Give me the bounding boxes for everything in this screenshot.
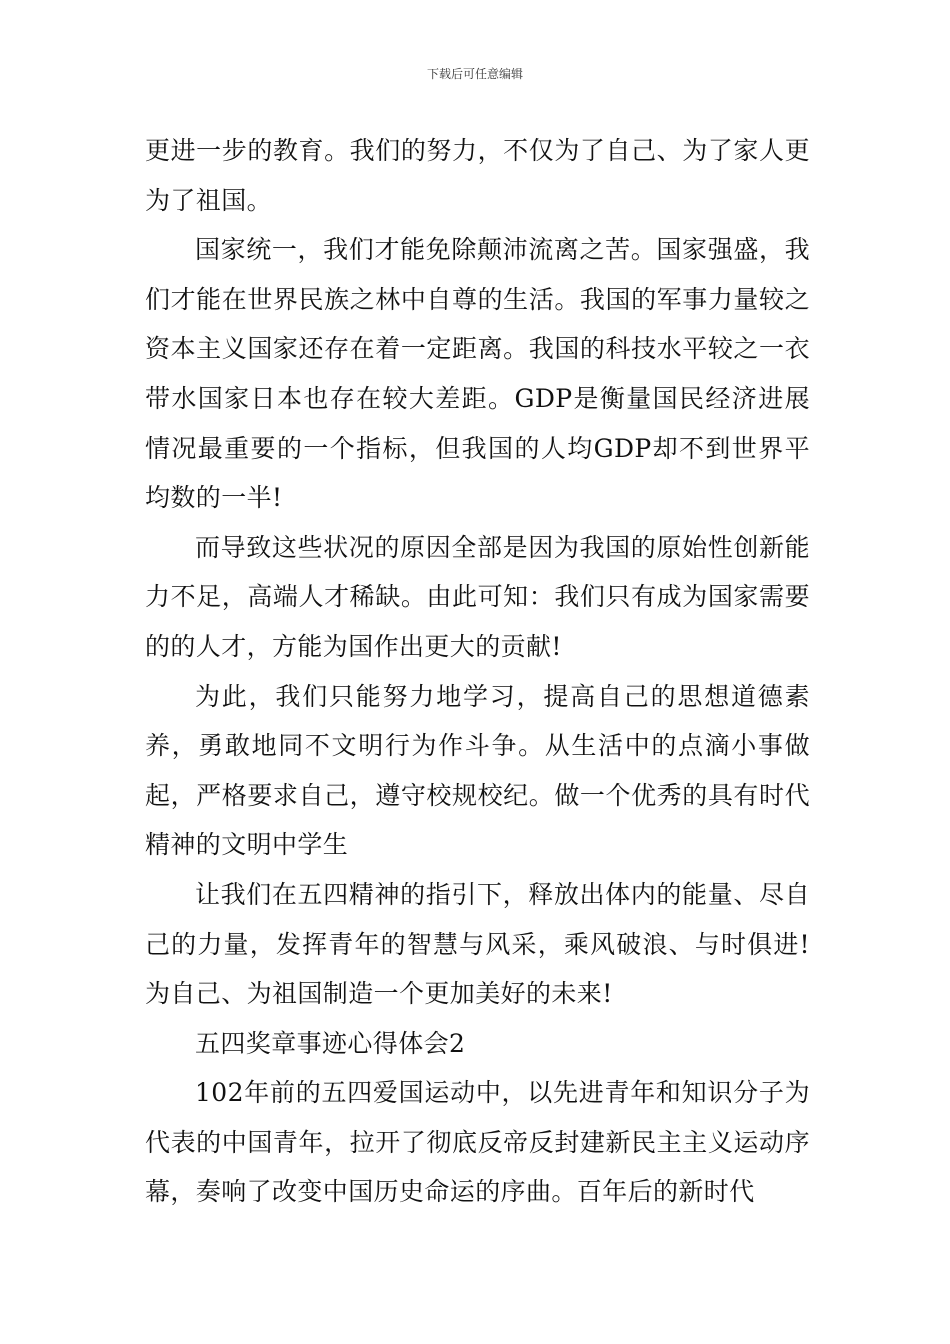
paragraph-3: 而导致这些状况的原因全部是因为我国的原始性创新能力不足，高端人才稀缺。由此可知：我们只有成为国家需要的的人才，方能为国作出更大的贡献! xyxy=(145,532,810,661)
paragraph-1: 更进一步的教育。我们的努力，不仅为了自己、为了家人更为了祖国。 xyxy=(145,136,810,215)
document-body xyxy=(145,126,810,1217)
paragraph-5: 让我们在五四精神的指引下，释放出体内的能量、尽自己的力量，发挥青年的智慧与风采，乘风破浪、与时俱进!为自己、为祖国制造一个更加美好的未来! xyxy=(145,879,810,1009)
paragraph-4: 为此，我们只能努力地学习，提高自己的思想道德素养，勇敢地同不文明行为作斗争。从生活中的点滴小事做起，严格要求自己，遵守校规校纪。做一个优秀的具有时代精神的文明中学生 xyxy=(145,681,810,860)
paragraph-2: 国家统一，我们才能免除颠沛流离之苦。国家强盛，我们才能在世界民族之林中自尊的生活。我国的军事力量较之资本主义国家还存在着一定距离。我国的科技水平较之一衣带水国家日本也存在较大差距。GDP是衡量国民经济进展情况最重要的一个指标，但我国的人均GDP却不到世界平均数的一半! xyxy=(145,235,810,513)
section-heading: 五四奖章事迹心得体会2 xyxy=(195,1028,466,1058)
page-header-note: 下载后可任意编辑 xyxy=(426,67,523,81)
paragraph-6: 102年前的五四爱国运动中，以先进青年和知识分子为代表的中国青年，拉开了彻底反帝反封建新民主主义运动序幕，奏响了改变中国历史命运的序曲。百年后的新时代 xyxy=(145,1078,810,1207)
